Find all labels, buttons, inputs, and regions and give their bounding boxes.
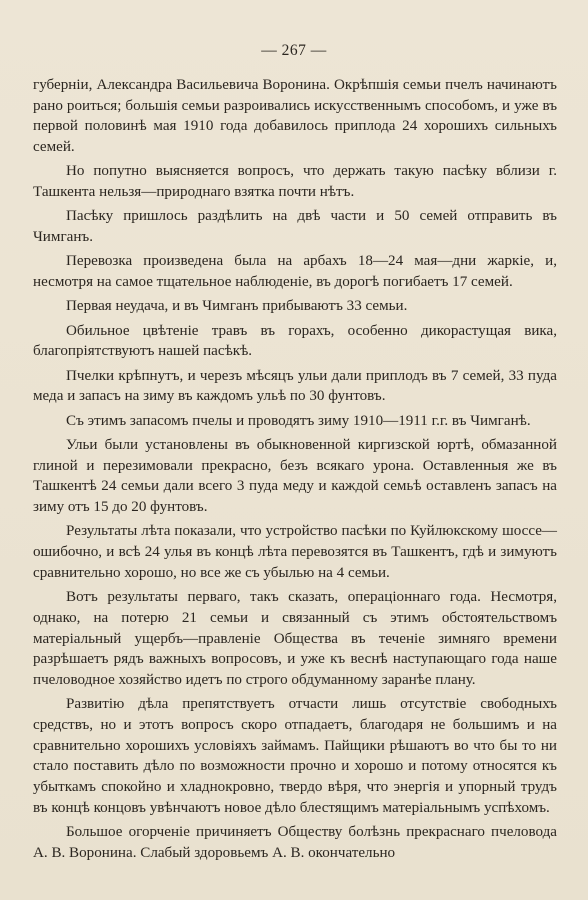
paragraph: Результаты лѣта показали, что устройство пасѣки по Куйлюкскому шоссе—ошибочно, и всѣ 24 улья въ концѣ лѣта перевозятся въ Ташкентъ, гдѣ и зимуютъ сравнительно хорошо, но все же съ убылью на 4 семьи.: [33, 523, 557, 581]
paragraph: Развитію дѣла препятствуетъ отчасти лишь отсутствіе свободныхъ средствъ, но и этотъ вопросъ скоро отпадаетъ, благодаря не большимъ и на сравнительно хорошихъ условіяхъ займамъ. Пайщики рѣшаютъ во что бы то ни стало поставить дѣло по возможности прочно и хорошо и потому относятся къ убыткамъ спокойно и хладнокровно, твердо вѣря, что энергія и упорный трудъ въ концѣ концовъ увѣнчаютъ новое дѣло блестящимъ матеріальнымъ успѣхомъ.: [33, 696, 557, 816]
paragraph: Вотъ результаты перваго, такъ сказать, операціоннаго года. Несмотря, однако, на потерю 21 семьи и связанный съ этимъ обстоятельствомъ матеріальный ущербъ—правленіе Общества въ теченіе зимняго времени разрѣшаетъ рядъ важныхъ вопросовъ, и уже къ веснѣ наступающаго года наше пчеловодное хозяйство идетъ по строго обдуманному заранѣе плану.: [33, 589, 557, 688]
page-number: — 267 —: [261, 42, 327, 59]
paragraph: Но попутно выясняется вопросъ, что держать такую пасѣку вблизи г. Ташкента нельзя—природнаго взятка почти нѣтъ.: [33, 163, 557, 201]
body-text: [33, 75, 557, 867]
paragraph: Обильное цвѣтеніе травъ въ горахъ, особенно дикорастущая вика, благопріятствуютъ нашей пасѣкѣ.: [33, 322, 557, 360]
paragraph: Пасѣку пришлось раздѣлить на двѣ части и 50 семей отправить въ Чимганъ.: [33, 208, 557, 246]
paragraph: губерніи, Александра Васильевича Воронина. Окрѣпшія семьи пчелъ начинаютъ рано роиться; большія семьи разроивались искусственнымъ способомъ, и уже въ первой половинѣ мая 1910 года добавилось приплода 24 хорошихъ сильныхъ семей.: [33, 77, 557, 156]
paragraph: Съ этимъ запасомъ пчелы и проводятъ зиму 1910—1911 г.г. въ Чимганѣ.: [66, 412, 531, 429]
paragraph: Первая неудача, и въ Чимганъ прибываютъ 33 семьи.: [66, 298, 408, 315]
paragraph: Перевозка произведена была на арбахъ 18—24 мая—дни жаркіе, и, несмотря на самое тщательное наблюденіе, въ дорогѣ погибаетъ 17 семей.: [33, 253, 557, 291]
paragraph: Большое огорченіе причиняетъ Обществу болѣзнь прекраснаго пчеловода А. В. Воронина. Слабый здоровьемъ А. В. окончательно: [33, 824, 557, 861]
paragraph: Пчелки крѣпнутъ, и черезъ мѣсяцъ ульи дали приплодъ въ 7 семей, 33 пуда меда и запасъ на зиму въ каждомъ ульѣ по 30 фунтовъ.: [33, 367, 557, 405]
paragraph: Ульи были установлены въ обыкновенной киргизской юртѣ, обмазанной глиной и перезимовали прекрасно, безъ всякаго урона. Оставленныя же въ Ташкентѣ 24 семьи дали всего 3 пуда меду и каждой семьѣ оставленъ запасъ на зиму отъ 15 до 20 фунтовъ.: [33, 437, 557, 516]
